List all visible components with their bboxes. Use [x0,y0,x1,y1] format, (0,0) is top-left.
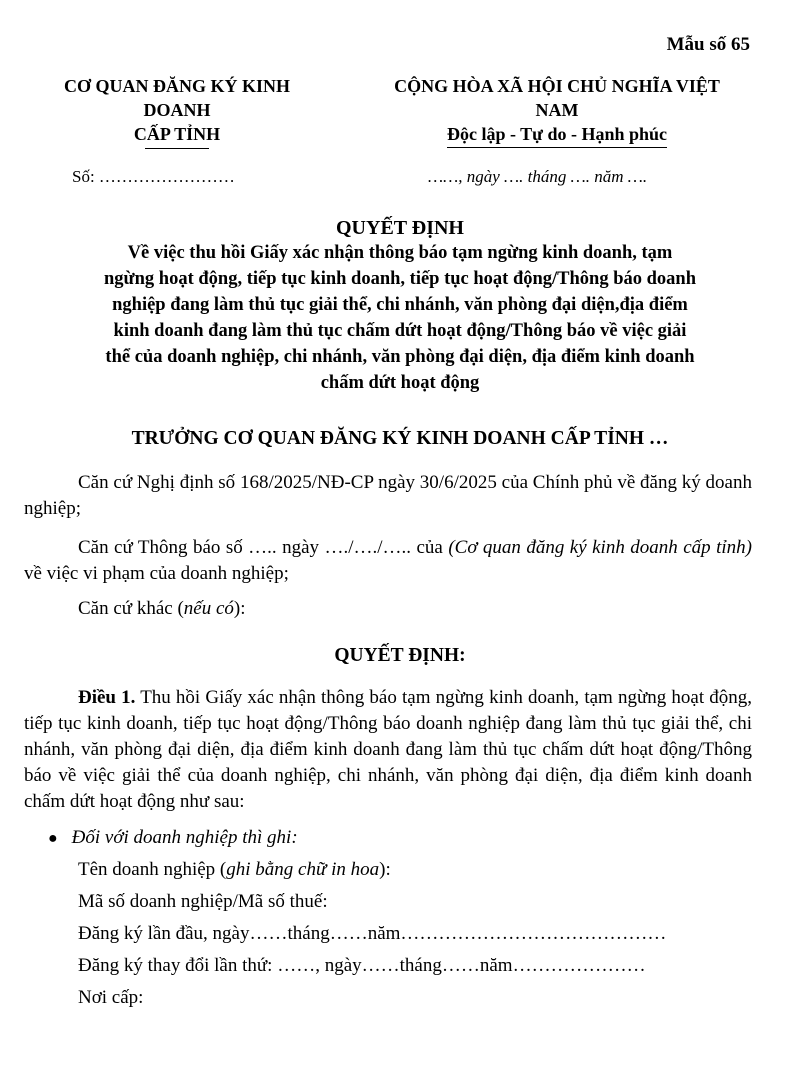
title-main: QUYẾT ĐỊNH [336,217,464,239]
nation-line-2: NAM [535,100,579,120]
bullet-dot-icon: ● [48,830,58,847]
field-name-tail: ): [379,859,391,880]
title-subject-line: kinh doanh đang làm thủ tục chấm dứt hoạt động/Thông báo về việc giải [113,321,687,341]
bullet-text: Đối với doanh nghiệp thì ghi: [71,827,298,848]
basis-notice [24,535,752,587]
nation-line-1: CỘNG HÒA XÃ HỘI CHỦ NGHĨA VIỆT [394,76,720,96]
field-tax-code: Mã số doanh nghiệp/Mã số thuế: [78,891,328,912]
article-1-text: Thu hồi Giấy xác nhận thông báo tạm ngừng kinh doanh, tạm ngừng hoạt động, tiếp tục kinh doanh, tiếp tục hoạt động/Thông báo doanh nghiệp đang làm thủ tục giải thể, chi nhánh, văn phòng đại diện, địa điểm kinh doanh đang làm thủ tục chấm dứt hoạt động/Thông báo về việc giải thể của doanh nghiệp, chi nhánh, văn phòng đại diện, địa điểm kinh doanh chấm dứt hoạt động như sau: [24,687,752,812]
title-subject-line: chấm dứt hoạt động [320,373,480,393]
basis-other [24,596,752,622]
agency-line-2: DOANH [143,100,211,120]
field-first-registration: Đăng ký lần đầu, ngày……tháng……năm…………………………………… [78,923,667,944]
field-name-note: ghi bằng chữ in hoa [226,859,380,880]
title-subject-line: thể của doanh nghiệp, chi nhánh, văn phòng đại diện, địa điểm kinh doanh [105,347,695,367]
document-date: ……, ngày …. tháng …. năm …. [428,167,648,186]
basis-other-text: Căn cứ khác ( [78,598,184,619]
agency-line-1: CƠ QUAN ĐĂNG KÝ KINH [63,76,290,96]
national-motto: Độc lập - Tự do - Hạnh phúc [447,122,667,148]
decision-title [40,216,760,396]
title-subject-line: nghiệp đang làm thủ tục giải thể, chi nhánh, văn phòng đại diện,địa điểm [112,295,688,315]
field-name-text: Tên doanh nghiệp ( [78,859,227,880]
title-subject-line: ngừng hoạt động, tiếp tục kinh doanh, tiếp tục hoạt động/Thông báo doanh [104,269,696,289]
agency-underline [145,148,209,149]
basis-notice-tail: về việc vi phạm của doanh nghiệp; [24,563,289,584]
form-number: Mẫu số 65 [666,34,750,55]
decide-heading: QUYẾT ĐỊNH: [334,645,466,666]
authority-heading: TRƯỞNG CƠ QUAN ĐĂNG KÝ KINH DOANH CẤP TỈNH … [131,428,669,449]
nation-header [352,74,762,148]
basis-notice-agency: (Cơ quan đăng ký kinh doanh cấp tỉnh) [448,537,752,558]
agency-header [32,74,322,149]
article-1-label: Điều 1. [78,687,136,708]
title-subject-line: Về việc thu hồi Giấy xác nhận thông báo tạm ngừng kinh doanh, tạm [127,243,673,263]
field-issued-by: Nơi cấp: [78,987,144,1008]
basis-notice-text: Căn cứ Thông báo số ….. ngày …./…./….. của [78,537,449,558]
document-number: Số: …………………… [72,167,235,186]
field-change-registration: Đăng ký thay đổi lần thứ: ……, ngày……tháng……năm………………… [78,955,646,976]
basis-other-note: nếu có [183,598,234,619]
field-enterprise-name [78,859,391,881]
article-1 [24,685,752,815]
basis-other-tail: ): [233,598,246,619]
basis-decree: Căn cứ Nghị định số 168/2025/NĐ-CP ngày 30/6/2025 của Chính phủ về đăng ký doanh nghiệp; [24,472,752,519]
bullet-enterprise [48,827,298,849]
agency-line-3: CẤP TỈNH [133,124,221,144]
